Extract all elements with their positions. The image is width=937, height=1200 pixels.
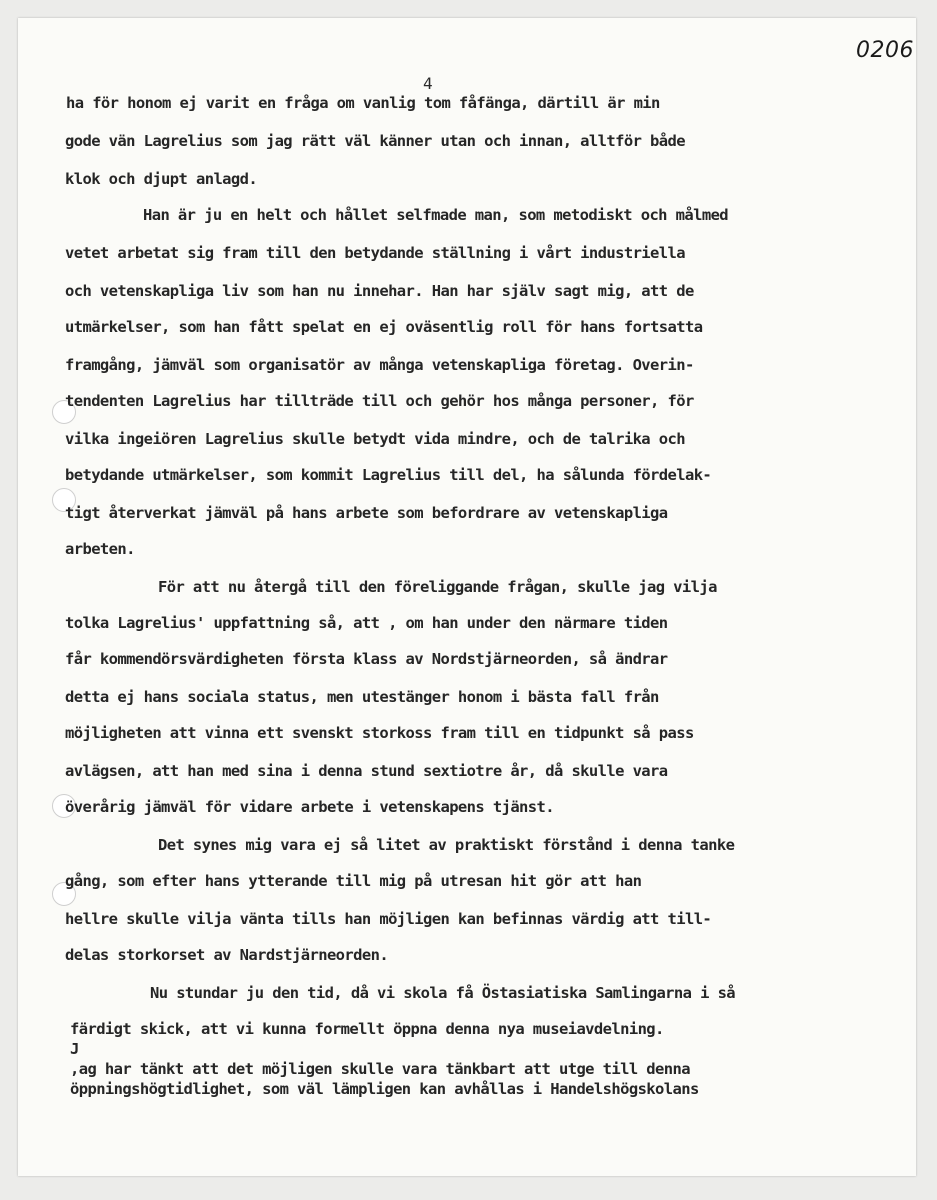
archive-number: 0206 <box>856 38 914 63</box>
text-line: hellre skulle vilja vänta tills han möjligen kan befinnas värdig att till- <box>65 910 712 928</box>
text-line: framgång, jämväl som organisatör av många vetenskapliga företag. Overin- <box>65 356 694 374</box>
text-line: gång, som efter hans ytterande till mig på utresan hit gör att han <box>65 872 642 890</box>
text-line: ,ag har tänkt att det möjligen skulle vara tänkbart att utge till denna <box>70 1060 690 1078</box>
text-line: betydande utmärkelser, som kommit Lagrelius till del, ha sålunda fördelak- <box>65 466 712 484</box>
text-line: utmärkelser, som han fått spelat en ej oväsentlig roll för hans fortsatta <box>65 318 703 336</box>
text-line: Nu stundar ju den tid, då vi skola få Östasiatiska Samlingarna i så <box>150 984 736 1002</box>
text-line: Han är ju en helt och hållet selfmade man, som metodiskt och målmed <box>143 206 729 224</box>
text-line: tendenten Lagrelius har tillträde till och gehör hos många personer, för <box>65 392 694 410</box>
text-line: får kommendörsvärdigheten första klass av Nordstjärneorden, så ändrar <box>65 650 668 668</box>
text-line: delas storkorset av Nardstjärneorden. <box>65 946 389 964</box>
text-line: möjligheten att vinna ett svenskt storkoss fram till en tidpunkt så pass <box>65 724 694 742</box>
page-number: 4 <box>423 74 433 93</box>
text-line: vilka ingeiören Lagrelius skulle betydt vida mindre, och de talrika och <box>65 430 685 448</box>
text-line: öppningshögtidlighet, som väl lämpligen kan avhållas i Handelshögskolans <box>70 1080 699 1098</box>
text-line: vetet arbetat sig fram till den betydande ställning i vårt industriella <box>65 244 685 262</box>
text-line: arbeten. <box>65 540 135 558</box>
text-line: överårig jämväl för vidare arbete i vetenskapens tjänst. <box>65 798 554 816</box>
document-page <box>18 18 916 1176</box>
text-line: avlägsen, att han med sina i denna stund sextiotre år, då skulle vara <box>65 762 668 780</box>
text-line: ha för honom ej varit en fråga om vanlig tom fåfänga, därtill är min <box>66 94 660 112</box>
text-line: tolka Lagrelius' uppfattning så, att , om han under den närmare tiden <box>65 614 668 632</box>
text-line: gode vän Lagrelius som jag rätt väl känner utan och innan, alltför både <box>65 132 685 150</box>
text-line: färdigt skick, att vi kunna formellt öppna denna nya museiavdelning. <box>70 1020 664 1038</box>
text-line: tigt återverkat jämväl på hans arbete som befordrare av vetenskapliga <box>65 504 668 522</box>
typed-correction-mark: J <box>70 1040 80 1058</box>
text-line: och vetenskapliga liv som han nu innehar. Han har själv sagt mig, att de <box>65 282 694 300</box>
text-line: detta ej hans sociala status, men utestänger honom i bästa fall från <box>65 688 659 706</box>
text-line: För att nu återgå till den föreliggande frågan, skulle jag vilja <box>158 578 717 596</box>
text-line: klok och djupt anlagd. <box>65 170 258 188</box>
text-line: Det synes mig vara ej så litet av praktiskt förstånd i denna tanke <box>158 836 735 854</box>
